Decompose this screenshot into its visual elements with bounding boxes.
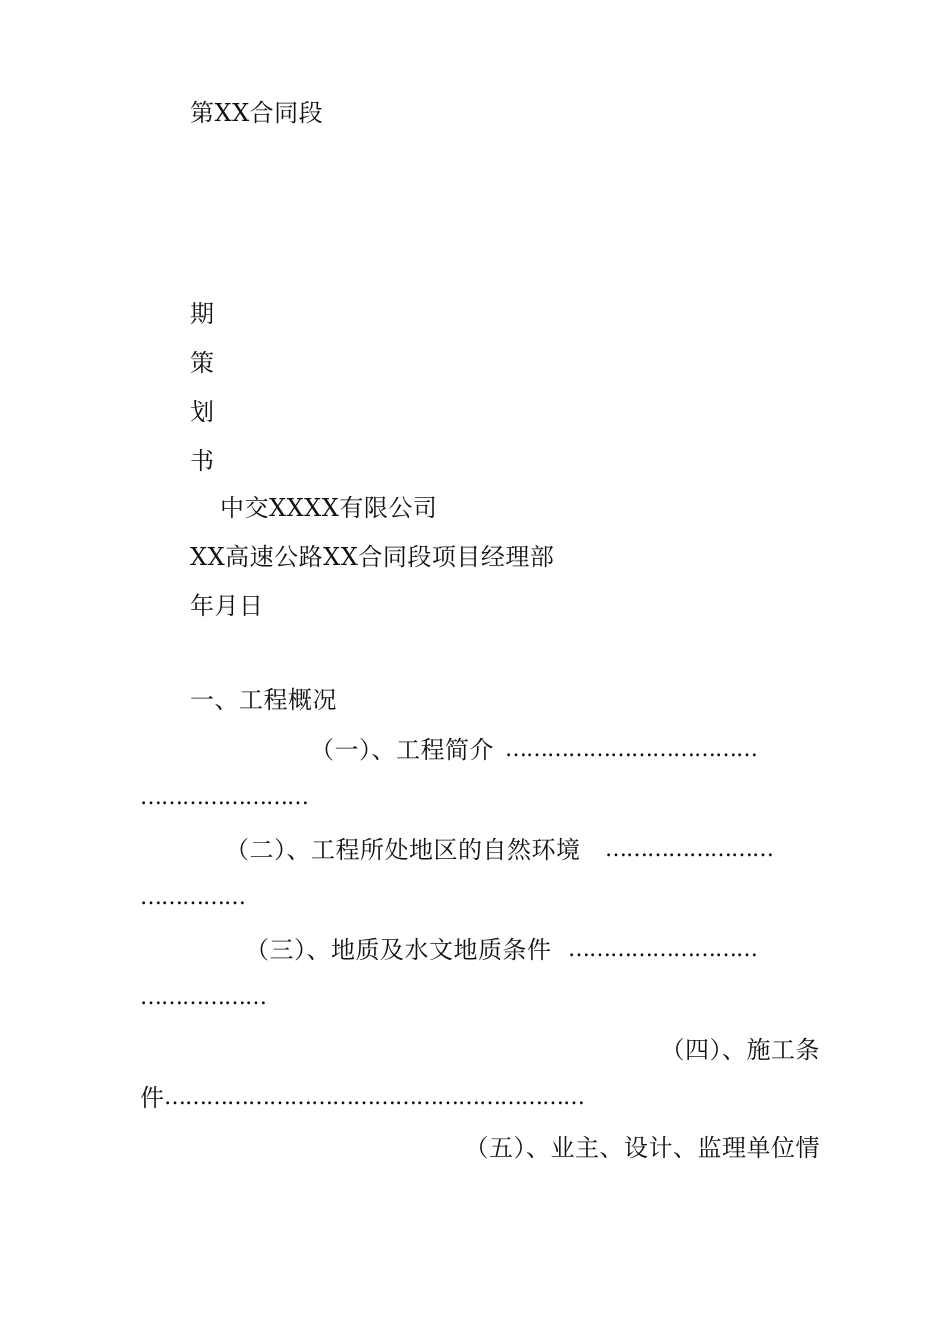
toc-entry-4-leader: …………………………………………………… xyxy=(164,1085,584,1110)
toc-entry-1-label: （一）、工程简介 xyxy=(310,736,494,764)
toc-entry-4-label: （四）、施工条 xyxy=(660,1036,820,1064)
doc-title-char-1: 期 xyxy=(190,300,215,328)
company-name: 中交XXXX有限公司 xyxy=(220,494,438,522)
toc-entry-3-label: （三）、地质及水文地质条件 xyxy=(245,936,552,964)
toc-entry-2-leader-cont: …………… xyxy=(140,885,245,910)
toc-entry-3-leader-cont: ……………… xyxy=(140,985,266,1010)
toc-heading: 一、工程概况 xyxy=(190,686,337,714)
toc-entry-3-leader: ……………………… xyxy=(568,937,757,962)
toc-entry-2-leader: …………………… xyxy=(605,837,773,862)
toc-entry-4-continuation: 件 xyxy=(140,1084,165,1112)
toc-entry-2-label: （二）、工程所处地区的自然环境 xyxy=(225,836,581,864)
toc-entry-5-label: （五）、业主、设计、监理单位情 xyxy=(464,1134,820,1162)
department-name: XX高速公路XX合同段项目经理部 xyxy=(190,543,555,571)
doc-title-char-2: 策 xyxy=(190,349,215,377)
toc-entry-1-leader-cont: …………………… xyxy=(140,785,308,810)
toc-entry-1-leader: ……………………………… xyxy=(505,737,757,762)
section-title: 第XX合同段 xyxy=(190,99,324,127)
doc-title-char-3: 划 xyxy=(190,398,215,426)
doc-title-char-4: 书 xyxy=(190,447,215,475)
date-line: 年月日 xyxy=(190,592,264,620)
